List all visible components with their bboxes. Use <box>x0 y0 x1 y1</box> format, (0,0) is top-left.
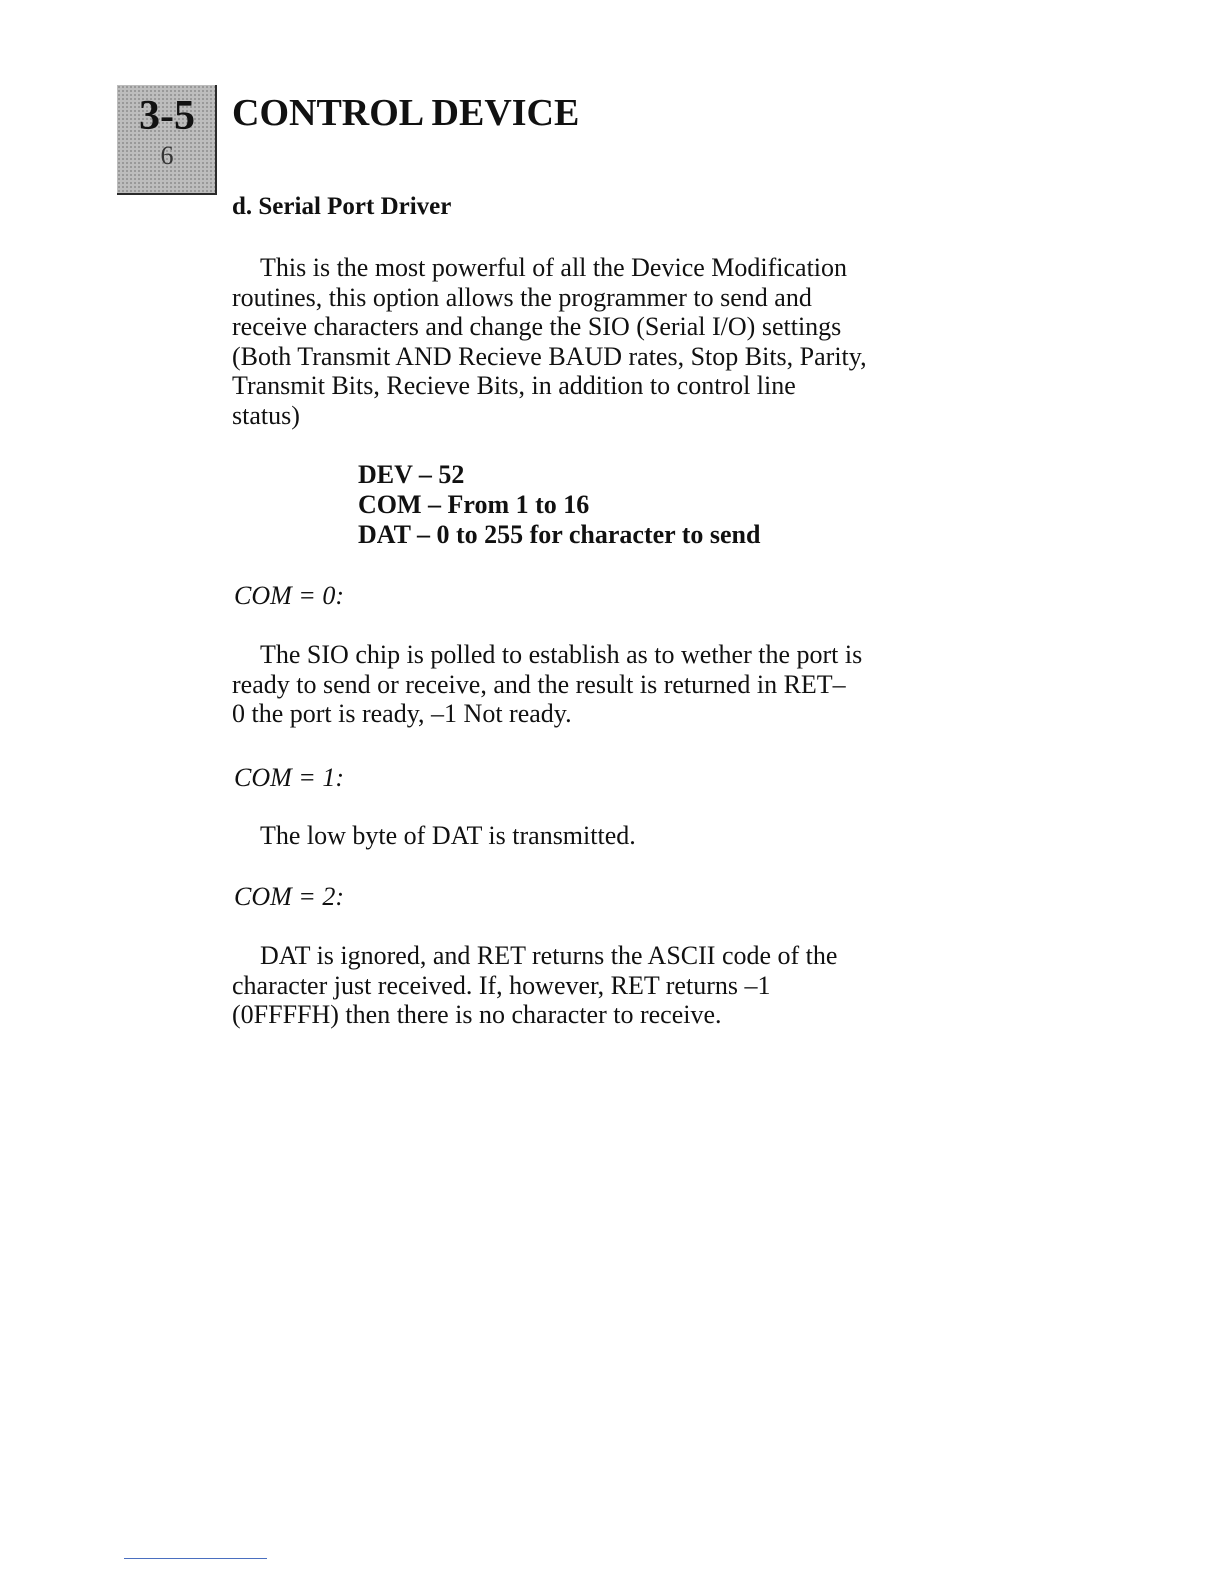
text-line: DAT is ignored, and RET returns the ASCII code of the <box>260 941 838 970</box>
com-1-label: COM = 1: <box>234 763 344 792</box>
text-line: status) <box>232 400 300 430</box>
parameter-dat: DAT – 0 to 255 for character to send <box>358 520 761 549</box>
text-line: 0 the port is ready, –1 Not ready. <box>232 699 572 728</box>
text-line: routines, this option allows the programmer to send and <box>232 282 812 312</box>
parameter-com: COM – From 1 to 16 <box>358 490 590 519</box>
section-subnumber: 6 <box>160 141 174 170</box>
text-line: The low byte of DAT is transmitted. <box>260 821 636 850</box>
footnote-rule <box>124 1558 267 1559</box>
com-2-description <box>232 941 992 1030</box>
com-2-label: COM = 2: <box>234 882 344 911</box>
text-line: This is the most powerful of all the Device Modification <box>260 253 848 282</box>
com-1-description <box>232 821 992 851</box>
com-0-description <box>232 640 992 729</box>
parameter-dev: DEV – 52 <box>358 460 465 489</box>
com-0-label: COM = 0: <box>234 581 344 610</box>
section-number: 3-5 <box>139 93 195 139</box>
text-line: receive characters and change the SIO (Serial I/O) settings <box>232 312 842 341</box>
text-line: ready to send or receive, and the result is returned in RET– <box>232 669 846 699</box>
section-subheading: d. Serial Port Driver <box>232 193 452 220</box>
page-title: CONTROL DEVICE <box>232 92 580 134</box>
text-line: The SIO chip is polled to establish as to wether the port is <box>260 640 863 669</box>
text-line: (0FFFFH) then there is no character to receive. <box>232 1000 722 1029</box>
intro-paragraph <box>232 253 992 430</box>
text-line: character just received. If, however, RET returns –1 <box>232 970 771 1000</box>
text-line: Transmit Bits, Recieve Bits, in addition to control line <box>232 371 796 400</box>
text-line: (Both Transmit AND Recieve BAUD rates, Stop Bits, Parity, <box>232 341 867 371</box>
section-tab <box>117 85 217 195</box>
parameter-list <box>358 460 760 550</box>
